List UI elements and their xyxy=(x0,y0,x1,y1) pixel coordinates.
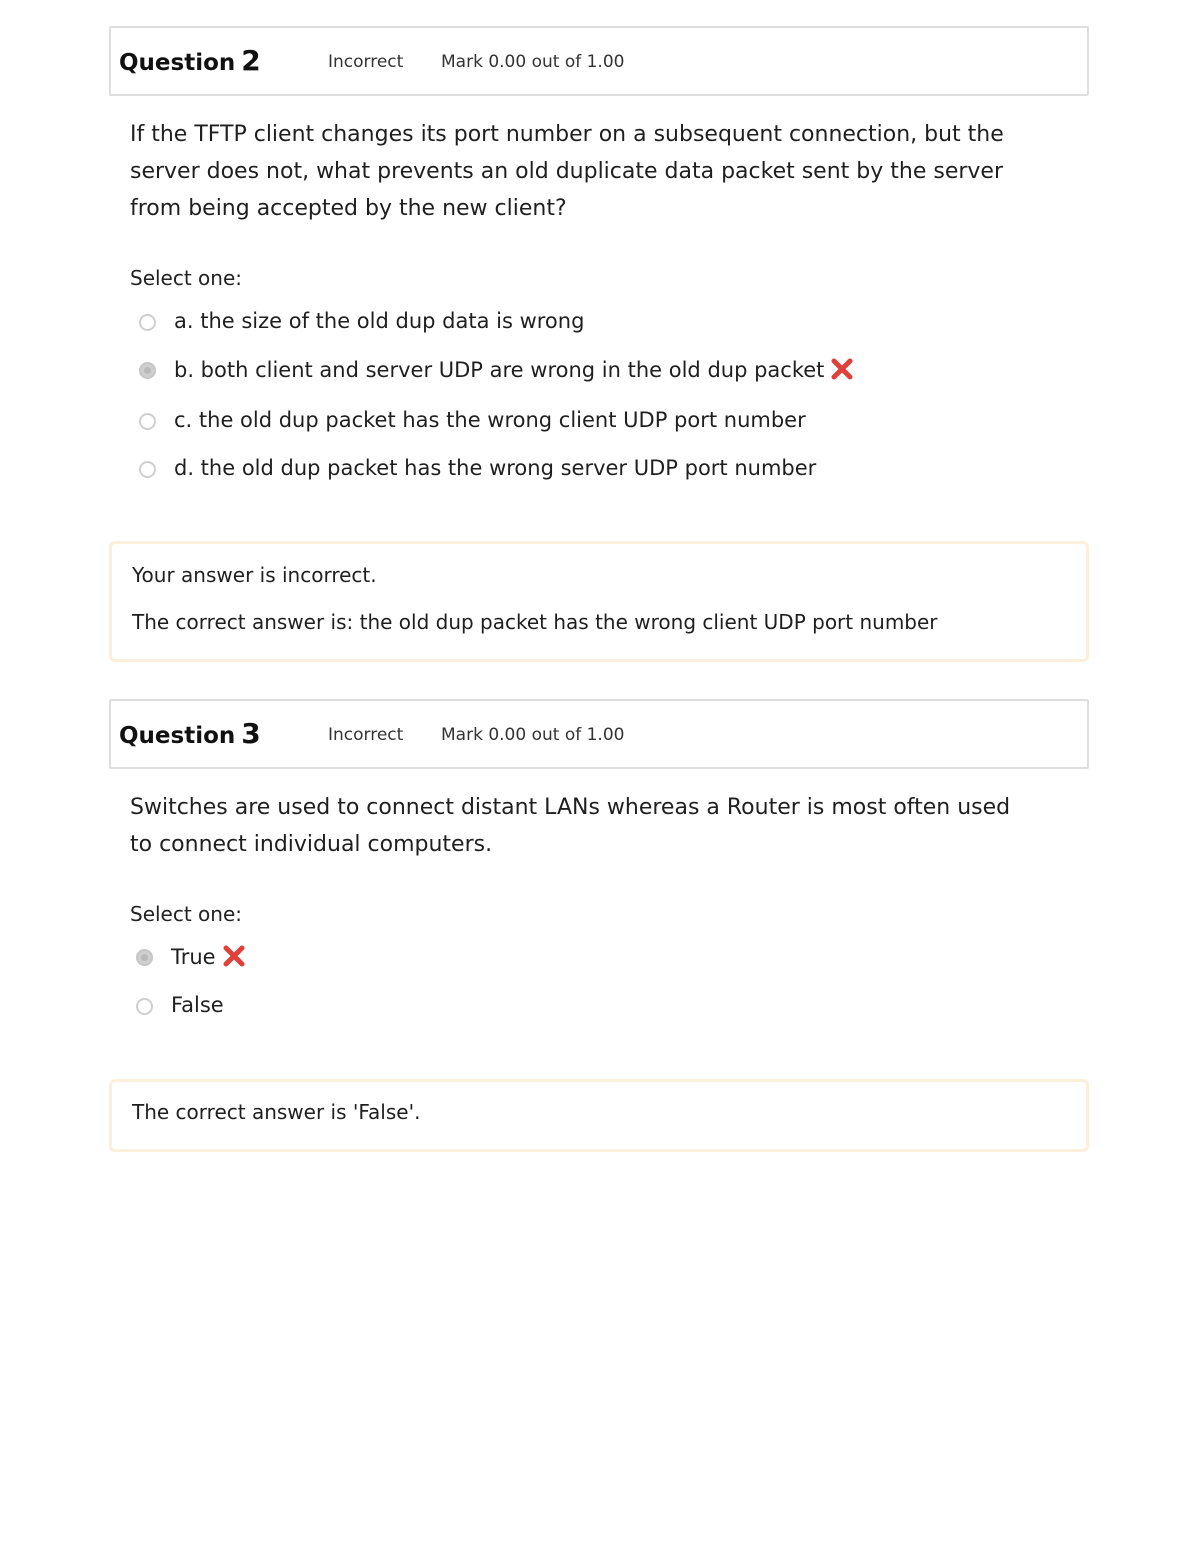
question-2-title xyxy=(119,44,261,77)
radio-button-selected[interactable] xyxy=(139,362,156,379)
option-label: False xyxy=(171,993,224,1017)
select-one-prompt: Select one: xyxy=(130,902,243,926)
question-label: Question xyxy=(119,723,236,749)
select-one-prompt: Select one: xyxy=(130,266,243,290)
radio-button[interactable] xyxy=(136,998,153,1015)
question-state: Incorrect xyxy=(328,52,404,72)
question-3-text: Switches are used to connect distant LANs whereas a Router is most often used to connect individual computers. xyxy=(130,795,1011,857)
question-2-text: If the TFTP client changes its port number on a subsequent connection, but the server does not, what prevents an old duplicate data packet sent by the server from being accepted by the new client? xyxy=(130,122,1004,221)
red-x-icon xyxy=(830,357,854,386)
option-label: d. the old dup packet has the wrong server UDP port number xyxy=(174,456,817,480)
option-label: a. the size of the old dup data is wrong xyxy=(174,309,585,333)
option-label-wrap xyxy=(171,944,246,973)
question-mark: Mark 0.00 out of 1.00 xyxy=(441,725,625,745)
feedback-right-answer: The correct answer is: the old dup packet has the wrong client UDP port number xyxy=(132,610,938,634)
feedback-right-answer: The correct answer is 'False'. xyxy=(132,1100,421,1124)
radio-button[interactable] xyxy=(139,314,156,331)
question-3-header xyxy=(109,699,1089,769)
question-3-feedback xyxy=(109,1079,1089,1152)
feedback-general: Your answer is incorrect. xyxy=(132,563,377,587)
question-2-header xyxy=(109,26,1089,96)
radio-button[interactable] xyxy=(139,461,156,478)
red-x-icon xyxy=(222,944,246,973)
option-label: c. the old dup packet has the wrong client UDP port number xyxy=(174,408,806,432)
question-number: 2 xyxy=(241,44,261,77)
question-label: Question xyxy=(119,50,236,76)
option-label-wrap xyxy=(174,357,854,386)
option-label: b. both client and server UDP are wrong in the old dup packet xyxy=(174,358,825,382)
question-3-title xyxy=(119,717,261,750)
question-mark: Mark 0.00 out of 1.00 xyxy=(441,52,625,72)
question-state: Incorrect xyxy=(328,725,404,745)
question-2-feedback xyxy=(109,541,1089,662)
radio-button-selected[interactable] xyxy=(136,949,153,966)
question-number: 3 xyxy=(241,717,261,750)
option-label: True xyxy=(171,945,216,969)
radio-button[interactable] xyxy=(139,413,156,430)
